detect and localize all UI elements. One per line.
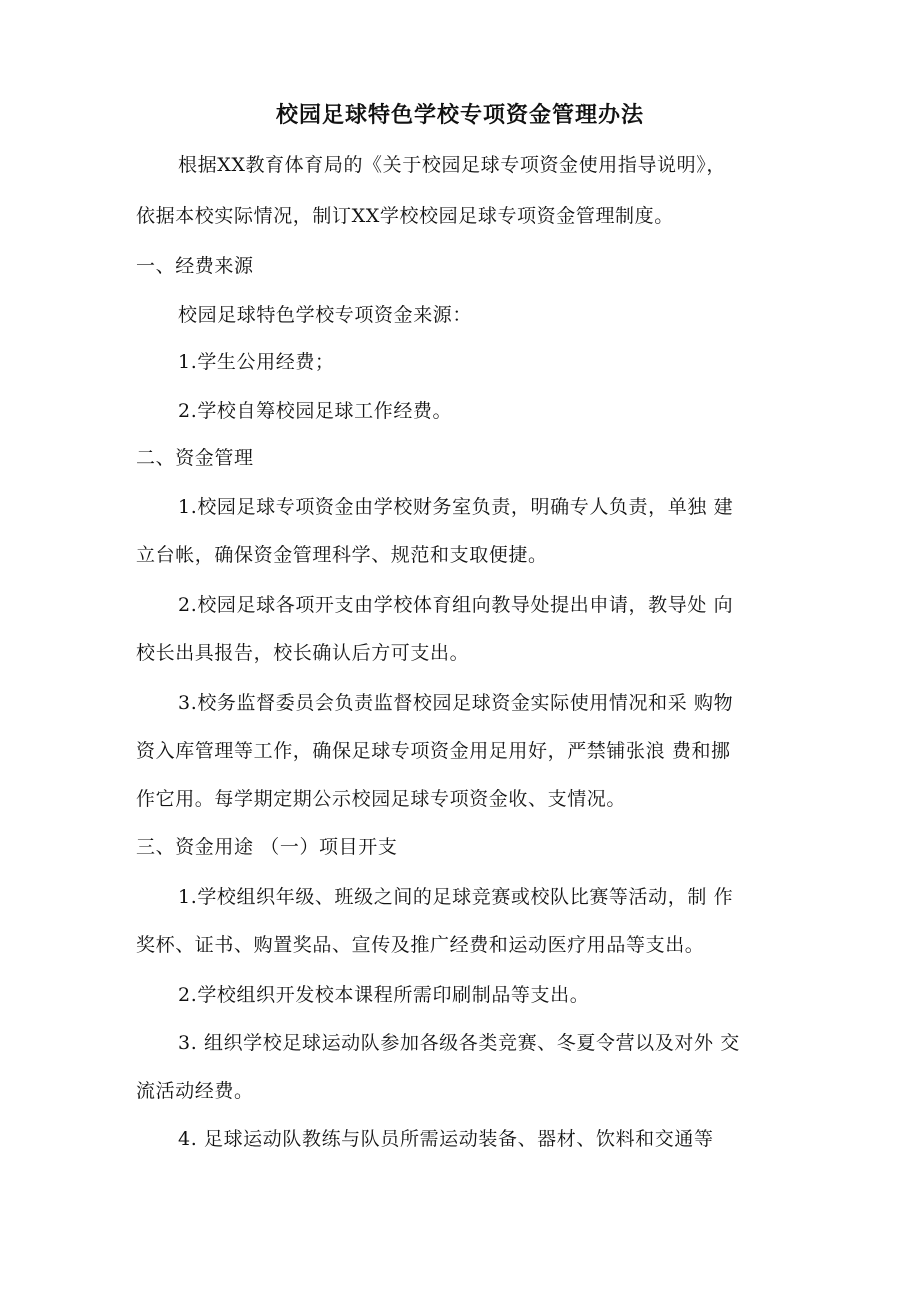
list-item: 1.学生公用经费； <box>178 351 335 373</box>
list-item: 3. 组织学校足球运动队参加各级各类竞赛、冬夏令营以及对外 交 <box>178 1032 740 1054</box>
paragraph-line: 校长出具报告，校长确认后方可支出。 <box>136 642 470 664</box>
paragraph-line: 根据XX教育体育局的《关于校园足球专项资金使用指导说明》， <box>178 154 726 176</box>
paragraph-line: 校园足球特色学校专项资金来源： <box>178 304 473 326</box>
section-heading: 一、经费来源 <box>136 255 254 277</box>
document-title: 校园足球特色学校专项资金管理办法 <box>275 102 644 128</box>
list-item: 2.学校组织开发校本课程所需印刷制品等支出。 <box>178 984 590 1006</box>
list-item: 2.学校自筹校园足球工作经费。 <box>178 400 453 422</box>
list-item: 1.学校组织年级、班级之间的足球竞赛或校队比赛等活动，制 作 <box>178 886 734 908</box>
list-item: 2.校园足球各项开支由学校体育组向教导处提出申请，教导处 向 <box>178 594 734 616</box>
paragraph-line: 资入库管理等工作，确保足球专项资金用足用好，严禁铺张浪 费和挪 <box>136 740 731 762</box>
list-item: 3.校务监督委员会负责监督校园足球资金实际使用情况和采 购物 <box>178 692 734 714</box>
paragraph-line: 立台帐，确保资金管理科学、规范和支取便捷。 <box>136 544 548 566</box>
paragraph-line: 流活动经费。 <box>136 1080 254 1102</box>
paragraph-line: 奖杯、证书、购置奖品、宣传及推广经费和运动医疗用品等支出。 <box>136 934 705 956</box>
list-item: 4. 足球运动队教练与队员所需运动装备、器材、饮料和交通等 <box>178 1128 714 1150</box>
paragraph-line: 作它用。每学期定期公示校园足球专项资金收、支情况。 <box>136 788 627 810</box>
paragraph-line: 依据本校实际情况，制订XX学校校园足球专项资金管理制度。 <box>136 205 674 227</box>
list-item: 1.校园足球专项资金由学校财务室负责，明确专人负责，单独 建 <box>178 496 734 518</box>
section-heading: 二、资金管理 <box>136 447 254 469</box>
section-heading: 三、资金用途 （一）项目开支 <box>136 836 398 858</box>
